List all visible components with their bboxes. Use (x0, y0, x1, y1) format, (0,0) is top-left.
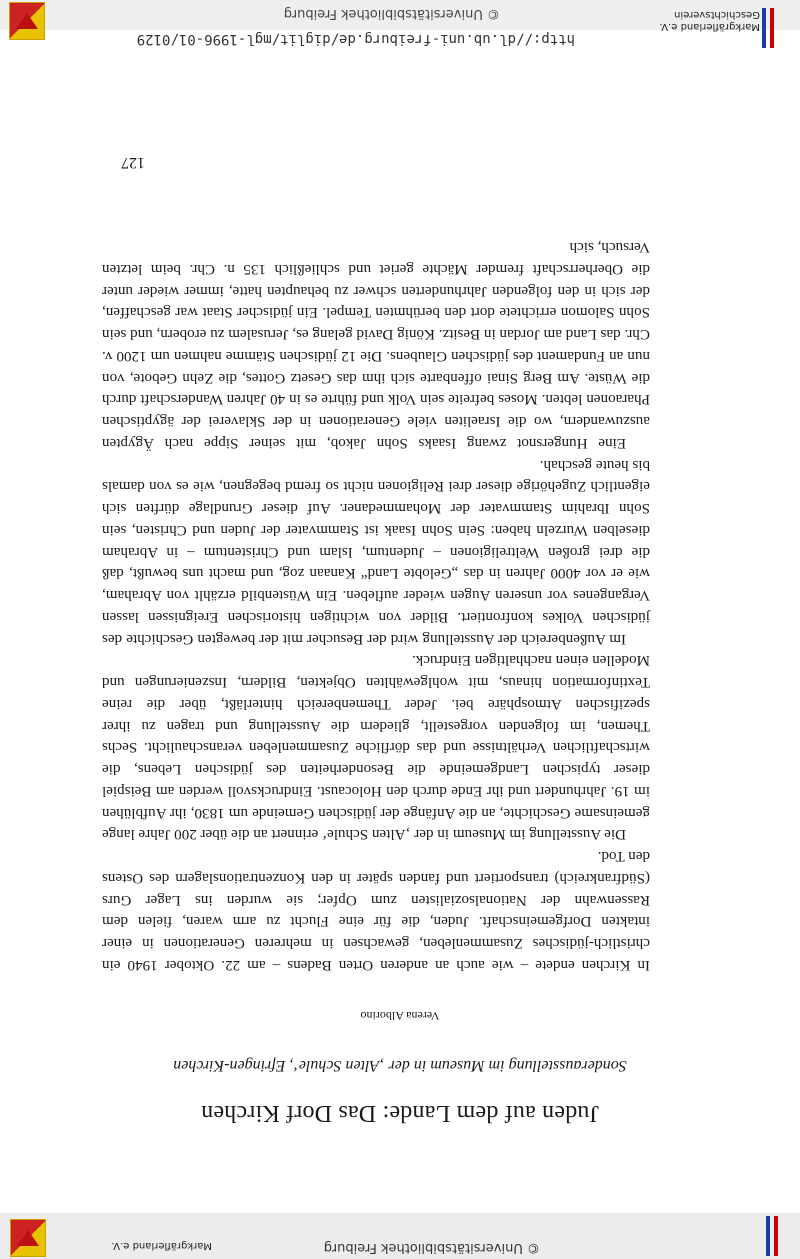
footer-society: Markgräflerland e.V. (111, 1240, 212, 1251)
header-society-block (659, 8, 760, 32)
url-strip (0, 30, 800, 46)
article-author: Verena Alborino (360, 1009, 440, 1023)
body-paragraph: Eine Hungersnot zwang Isaaks Sohn Jakob, mit seiner Sippe nach Ägypten auszuwandern, wo die Israeliten viele Generationen in der Sklaverei der ägyptischen Pharaonen lebten. Moses befreite sein Volk und führte es in 40 Jahren Wanderschaft durch die Wüste. Am Berg Sinai offenbarte sich ihm das Gesetz Gottes, die Zehn Gebote, von nun an Fundament des jüdischen Glaubens. Die 12 jüdischen Stämme nahmen um 1200 v. Chr. das Land am Jordan in Besitz. König David gelang es, Jerusalem zu erobern, und sein Sohn Salomon errichtete dort den berühmten Tempel. Ein jüdischer Staat war geschaffen, der sich in den folgenden Jahrhunderten schwer zu behaupten hatte, immer wieder unter die Oberherrschaft fremder Mächte geriet und schließlich 135 n. Chr. beim letzten Versuch, sich (102, 239, 650, 451)
header-url[interactable]: http://dl.ub.uni-freiburg.de/diglit/mgl-1996-01/0129 (136, 31, 575, 47)
article-body (102, 236, 650, 976)
body-paragraph: Im Außenbereich der Ausstellung wird der Besucher mit der bewegten Geschichte des jüdischen Volkes konfrontiert. Bilder von wichtigen historischen Ereignissen lassen Vergangenes vor unseren Augen wieder aufleben. Ein Wüstenbild erzählt von Abraham, wie er vor 4000 Jahren in das „Gelobte Land“ Kanaan zog, und macht uns bewußt, daß die drei großen Weltreligionen – Judentum, Islam und Christentum – in Abraham dieselben Wurzeln haben: Sein Sohn Isaak ist Stammvater der Juden und Christen, sein Sohn Ibrahim Stammvater der Mohammedaner. Auf dieser Grundlage dürften sich eigentlich Zugehörige dieser drei Religionen nicht so fremd begegnen, wie es von damals bis heute geschah. (102, 456, 650, 647)
body-paragraph: Die Ausstellung im Museum in der ‚Alten Schule‘ erinnert an die über 200 Jahre lange gemeinsame Geschichte, an die Anfänge der jüdischen Gemeinde um 1830, ihr Aufblühen im 19. Jahrhundert und ihr Ende durch den Holocaust. Eindrucksvoll werden am Beispiel dieser typischen Landgemeinde die Besonderheiten des jüdischen Lebens, die wirtschaftlichen Verhältnisse und das dörfliche Zusammenleben veranschaulicht. Sechs Themen, im folgenden vorgestellt, gliedern die Ausstellung und tragen zu ihrer spezifischen Atmosphäre bei. Jeder Themenbereich hinterläßt, über die reine Textinformation hinaus, mit wohlgewählten Objekten, Bildern, Inszenierungen und Modellen einen nachhaltigen Eindruck. (102, 652, 650, 843)
article-title: Juden auf dem Lande: Das Dorf Kirchen (201, 1100, 599, 1126)
logo-stripe-blue (766, 1216, 770, 1256)
header-stripe-blue (762, 8, 766, 48)
body-paragraph: In Kirchen endete – wie auch an anderen Orten Badens – am 22. Oktober 1940 ein christlich-jüdisches Zusammenleben, gewachsen in mehreren Generationen in einer intakten Dorfgemeinschaft. Juden, die für eine Flucht zu arm waren, fielen dem Rassenwahn der Nationalsozialisten zum Opfer; sie wurden ins Lager Gurs (Südfrankreich) transportiert und fanden später in den Konzentrationslagern des Ostens den Tod. (102, 848, 650, 973)
library-header-band (0, 1213, 800, 1259)
header-crest-icon (9, 2, 45, 40)
logo-stripe-red (774, 1216, 778, 1256)
footer-copyright: © Universitätsbibliothek Freiburg (323, 1240, 540, 1255)
page-number: 127 (121, 154, 145, 171)
society-crest-icon (10, 1219, 46, 1257)
article-subtitle: Sonderausstellung im Museum in der ‚Alten Schule‘, Efringen-Kirchen (173, 1057, 627, 1074)
header-stripe-red (770, 8, 774, 48)
header-society-line-1: Markgräflerland e.V. (659, 21, 760, 32)
header-society-line-2: Geschichtsverein (674, 9, 760, 20)
header-copyright: © Universitätsbibliothek Freiburg (283, 6, 500, 21)
